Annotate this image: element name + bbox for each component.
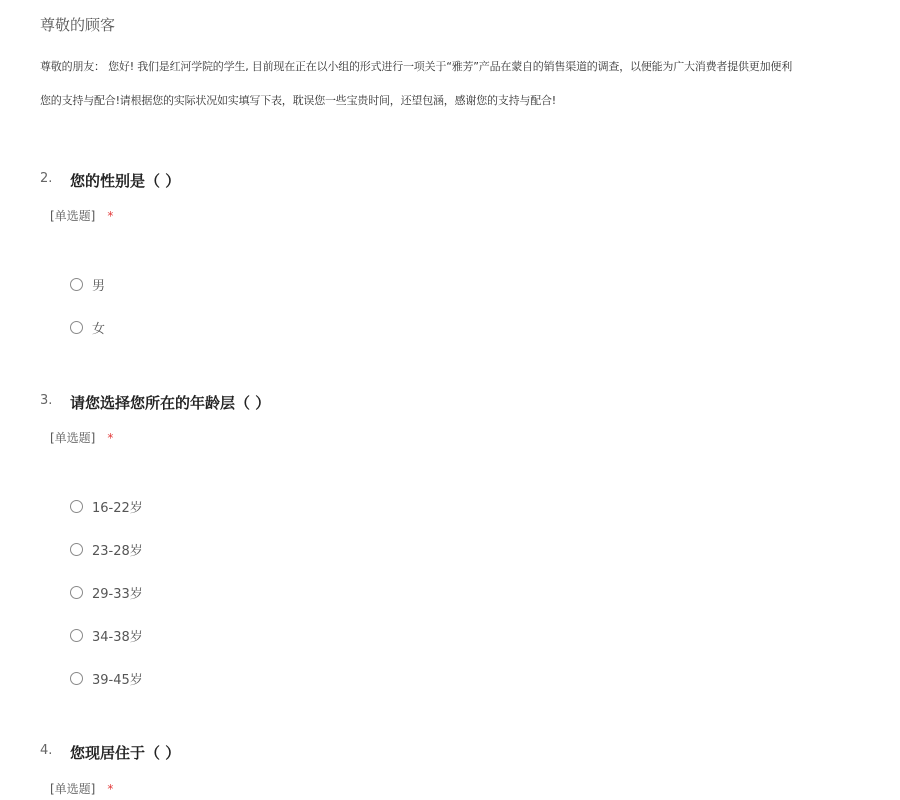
radio-unchecked-icon[interactable] xyxy=(70,586,83,599)
option-age-39-45[interactable] xyxy=(70,668,143,688)
question-number: 4. xyxy=(40,743,53,758)
option-age-23-28[interactable] xyxy=(70,539,143,559)
option-label: 34-38岁 xyxy=(92,629,143,645)
question-type-label: [单选题] xyxy=(50,209,96,223)
option-label: 16-22岁 xyxy=(92,500,143,516)
question-title: 您现居住于（ ） xyxy=(70,744,181,762)
question-title: 请您选择您所在的年龄层（ ） xyxy=(70,394,271,412)
option-age-16-22[interactable] xyxy=(70,496,143,516)
required-marker: * xyxy=(107,209,114,223)
question-number: 3. xyxy=(40,393,53,408)
radio-unchecked-icon[interactable] xyxy=(70,672,83,685)
radio-unchecked-icon[interactable] xyxy=(70,543,83,556)
question-number: 2. xyxy=(40,171,53,186)
question-type xyxy=(50,207,113,224)
option-label: 29-33岁 xyxy=(92,586,143,602)
question-type-label: [单选题] xyxy=(50,431,96,445)
radio-unchecked-icon[interactable] xyxy=(70,629,83,642)
option-label: 男 xyxy=(92,278,106,294)
option-male[interactable] xyxy=(70,274,105,294)
option-label: 23-28岁 xyxy=(92,543,143,559)
required-marker: * xyxy=(107,431,114,445)
option-label: 女 xyxy=(92,321,106,337)
option-age-29-33[interactable] xyxy=(70,582,143,602)
question-type xyxy=(50,780,113,797)
question-title: 您的性别是（ ） xyxy=(70,172,181,190)
option-label: 39-45岁 xyxy=(92,672,143,688)
required-marker: * xyxy=(107,782,114,796)
question-type-label: [单选题] xyxy=(50,782,96,796)
radio-unchecked-icon[interactable] xyxy=(70,278,83,291)
intro-text-line-1: 尊敬的朋友： 您好! 我们是红河学院的学生, 目前现在正在以小组的形式进行一项关于“雅芳”产品在蒙自的销售渠道的调查，以便能为广大消费者提供更加便利 xyxy=(40,60,792,73)
page-title: 尊敬的顾客 xyxy=(40,16,116,34)
option-age-34-38[interactable] xyxy=(70,625,143,645)
question-type xyxy=(50,429,113,446)
intro-text-line-2: 您的支持与配合!请根据您的实际状况如实填写下表，耽误您一些宝贵时间，还望包涵，感谢您的支持与配合! xyxy=(40,94,557,107)
option-female[interactable] xyxy=(70,317,105,337)
radio-unchecked-icon[interactable] xyxy=(70,321,83,334)
radio-unchecked-icon[interactable] xyxy=(70,500,83,513)
